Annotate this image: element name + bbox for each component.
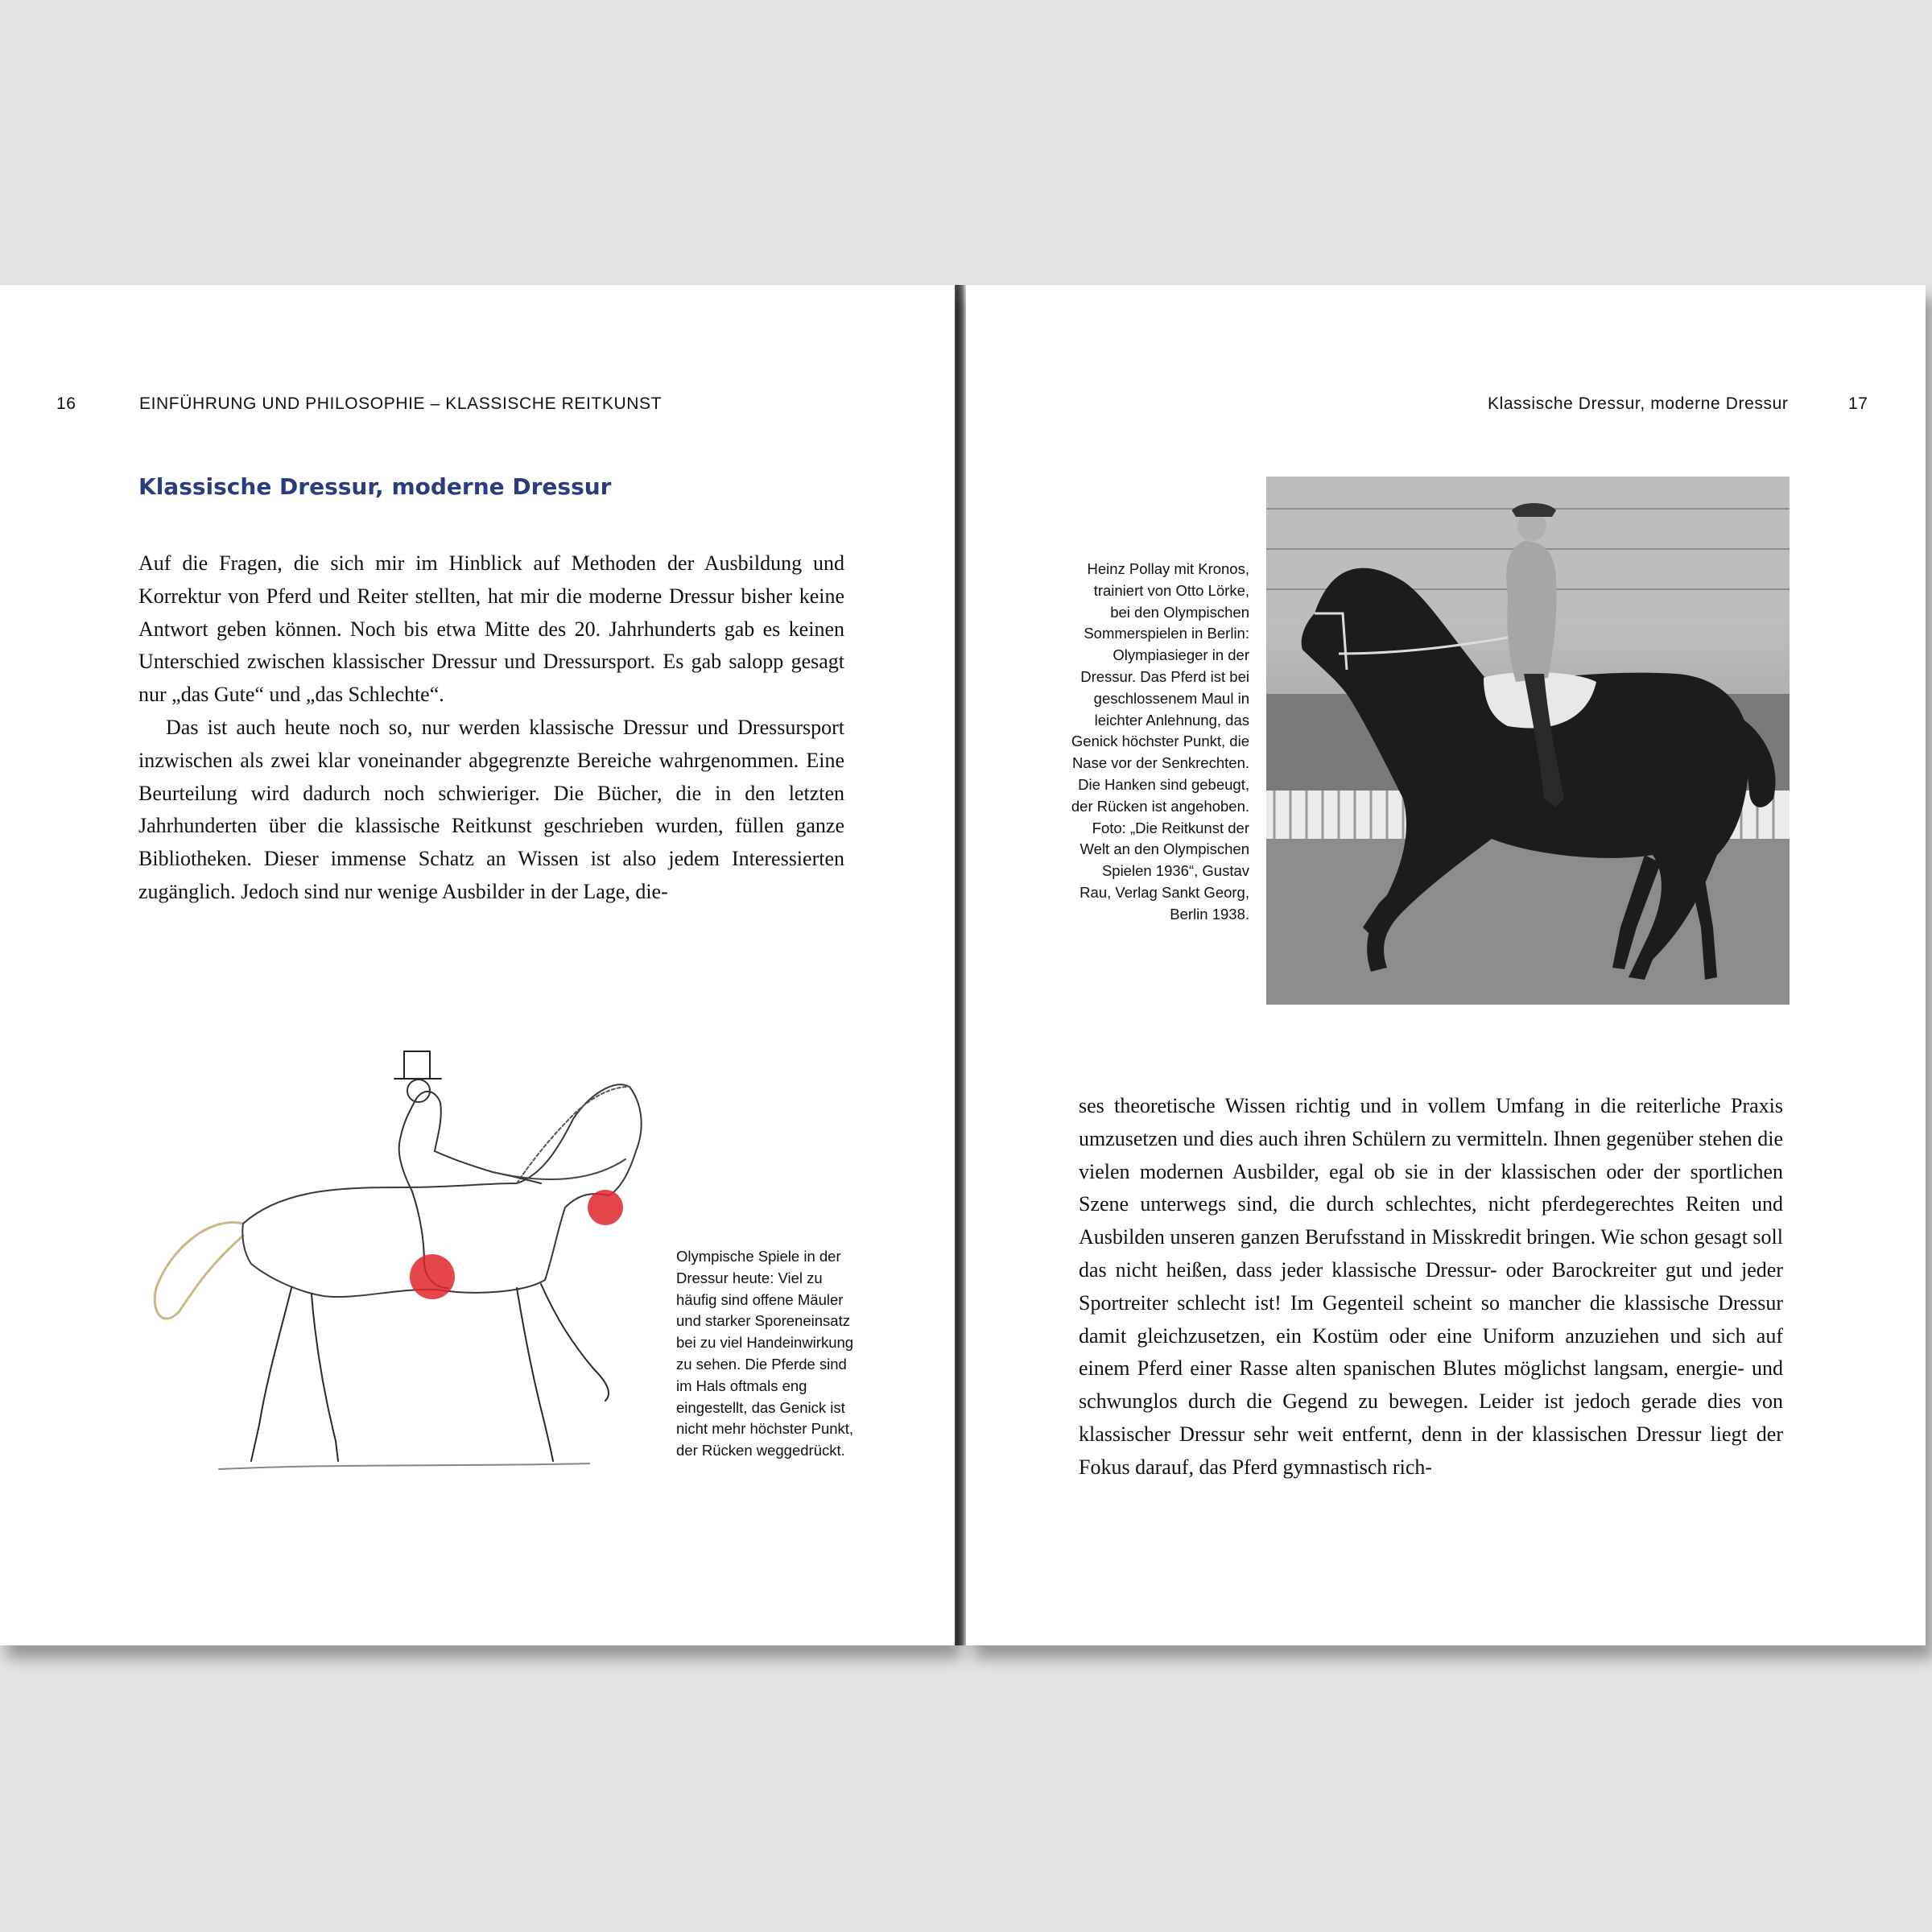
right-body-text [1079, 1090, 1783, 1484]
left-body-text [138, 547, 844, 909]
sketch-caption: Olympische Spiele in der Dressur heute: Viel zu häufig sind offene Mäuler und starker Sporeneinsatz bei zu viel Handeinwirkung zu sehen. Die Pferde sind im Hals oftmals eng eingestellt, das Genick ist nicht mehr höchster Punkt, der Rücken weggedrückt. [676, 1248, 854, 1459]
right-paragraph-1: ses theoretische Wissen richtig und in vollem Umfang in die reiterliche Praxis umzusetzen und dies auch ihren Schülern zu vermitteln. Ihnen gegenüber stehen die vielen modernen Ausbilder, egal ob sie in der klassischen oder der sportlichen Szene unterwegs sind, die durch schlechtes, nicht pferdegerechtes Reiten und Ausbilden unseren ganzen Berufsstand in Misskredit bringen. Wie schon gesagt soll das nicht heißen, dass jeder klassische Dressur- oder Barockreiter gut und jeder Sportreiter schlecht ist! Im Gegenteil scheint so mancher die klassische Dressur damit gleichzusetzen, ein Kostüm oder eine Uniform anzuziehen und sich auf einem Pferd einer Rasse alten spanischen Blutes möglichst langsam, energie- und schwunglos durch die Gegend zu bewegen. Leider ist jedoch gerade dies von klassischer Dressur sehr weit entfernt, denn in der klassischen Dressur liegt der Fokus darauf, das Pferd gymnastisch rich- [1079, 1094, 1783, 1479]
photo-caption: Heinz Pollay mit Kronos, trainiert von Otto Lörke, bei den Olympischen Sommerspielen in Berlin: Olympiasieger in der Dressur. Das Pferd ist bei geschlossenem Maul in leichter Anlehnung, das Genick höchster Punkt, die Nase vor der Senkrechten. Die Hanken sind gebeugt, der Rücken ist angehoben. Foto: „Die Reitkunst der Welt an den Olympischen Spielen 1936“, Gustav Rau, Verlag Sankt Georg, Berlin 1938. [1071, 560, 1249, 923]
left-paragraph-1: Auf die Fragen, die sich mir im Hinblick auf Methoden der Ausbildung und Korrektur von Pferd und Reiter stellten, hat mir die moderne Dressur bisher keine Antwort geben können. Noch bis etwa Mitte des 20. Jahrhunderts gab es keinen Unterschied zwischen klassischer Dressur und Dressursport. Es gab salopp gesagt nur „das Gute“ und „das Schlechte“. [138, 551, 844, 707]
running-head-right: Klassische Dressur, moderne Dressur [1488, 394, 1789, 413]
dressage-sketch-illustration [138, 1022, 654, 1481]
page-number-left: 16 [56, 394, 76, 413]
left-paragraph-2: Das ist auch heute noch so, nur werden klassische Dressur und Dressursport inzwischen als zwei klar voneinander abgegrenzte Bereiche wahrgenommen. Eine Beurteilung wird dadurch noch schwieriger. Die Bücher, die in den letzten Jahrhunderten über die klassische Reitkunst geschrieben wurden, füllen ganze Bibliotheken. Dieser immense Schatz an Wissen ist also jedem Interessierten zugänglich. Jedoch sind nur wenige Ausbilder in der Lage, die- [138, 715, 844, 903]
page-number-right: 17 [1848, 394, 1868, 413]
chapter-title: Klassische Dressur, moderne Dressur [138, 473, 612, 500]
running-head-left: EINFÜHRUNG UND PHILOSOPHIE – KLASSISCHE REITKUNST [139, 394, 663, 413]
historic-dressage-photo [1266, 477, 1790, 1005]
